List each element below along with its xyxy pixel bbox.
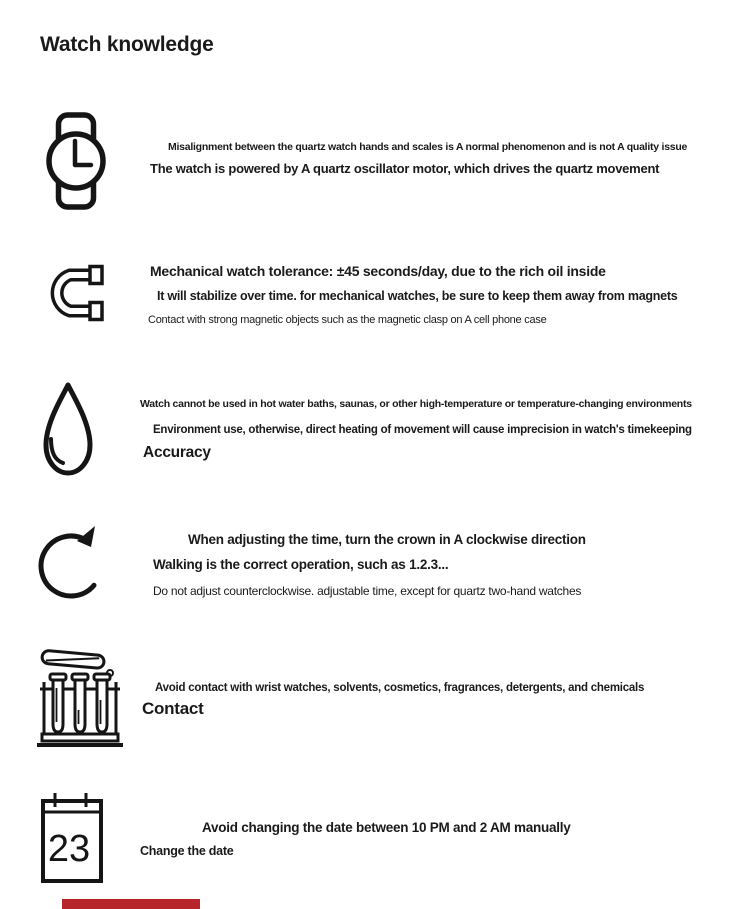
water-drop-icon <box>38 381 98 479</box>
quartz-main-line: The watch is powered by A quartz oscillator motor, which drives the quartz movement <box>150 161 660 176</box>
magnet-icon <box>38 264 108 322</box>
clockwise-arrow-icon <box>33 522 109 604</box>
chemicals-avoid-line: Avoid contact with wrist watches, solvents, cosmetics, fragrances, detergents, and chemicals <box>155 682 645 694</box>
calendar-day-number: 23 <box>47 828 91 870</box>
test-tubes-icon <box>36 644 124 748</box>
page-title: Watch knowledge <box>40 33 214 56</box>
magnet-stabilize-line: It will stabilize over time. for mechanical watches, be sure to keep them away from magnets <box>157 289 678 303</box>
contact-heading: Contact <box>142 699 204 718</box>
crown-warning-line: Do not adjust counterclockwise. adjustable time, except for quartz two-hand watches <box>153 584 582 598</box>
red-accent-bar <box>62 899 200 909</box>
accuracy-heading: Accuracy <box>143 444 211 461</box>
quartz-note-line: Misalignment between the quartz watch hands and scales is A normal phenomenon and is not A quality issue <box>168 141 688 153</box>
watch-icon <box>46 112 106 210</box>
calendar-icon <box>40 791 104 885</box>
temperature-note-line: Watch cannot be used in hot water baths, saunas, or other high-temperature or temperature-changing environments <box>140 398 692 410</box>
crown-walking-line: Walking is the correct operation, such as 1.2.3... <box>153 557 449 572</box>
date-avoid-line: Avoid changing the date between 10 PM and 2 AM manually <box>202 820 571 835</box>
magnet-tolerance-line: Mechanical watch tolerance: ±45 seconds/day, due to the rich oil inside <box>150 263 606 279</box>
magnet-contact-line: Contact with strong magnetic objects such as the magnetic clasp on A cell phone case <box>148 314 547 326</box>
crown-clockwise-line: When adjusting the time, turn the crown in A clockwise direction <box>188 532 586 547</box>
change-date-heading: Change the date <box>140 844 234 858</box>
temperature-main-line: Environment use, otherwise, direct heating of movement will cause imprecision in watch's timekeeping <box>153 424 692 436</box>
